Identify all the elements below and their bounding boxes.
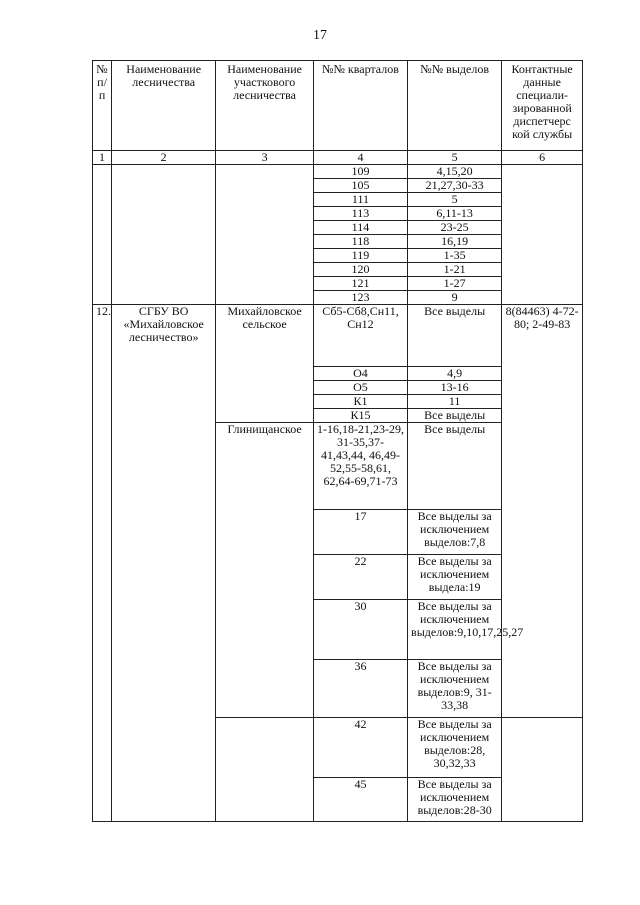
sections-cell: 16,19 bbox=[408, 235, 502, 249]
column-number: 5 bbox=[408, 151, 502, 165]
sections-cell: Все выделы за исключением выделов:28-30 bbox=[408, 778, 502, 822]
quarter-cell: 45 bbox=[313, 778, 407, 822]
empty-cell bbox=[502, 165, 583, 305]
quarter-cell: 118 bbox=[313, 235, 407, 249]
quarter-cell: Сб5-Сб8,Сн11, Сн12 bbox=[313, 305, 407, 367]
page-number: 17 bbox=[313, 28, 327, 43]
header-num: № п/п bbox=[93, 61, 112, 151]
sections-cell: 4,9 bbox=[408, 367, 502, 381]
header-contacts: Контактные данные специали-зированной диспетчерс кой службы bbox=[502, 61, 583, 151]
quarter-cell: О4 bbox=[313, 367, 407, 381]
header-sections: №№ выделов bbox=[408, 61, 502, 151]
table-row bbox=[93, 165, 583, 179]
column-number: 6 bbox=[502, 151, 583, 165]
entry-number: 12. bbox=[93, 305, 112, 822]
quarter-cell: 17 bbox=[313, 510, 407, 555]
forestry-table bbox=[92, 60, 583, 822]
quarter-cell: 1-16,18-21,23-29, 31-35,37-41,43,44, 46,49-52,55-58,61, 62,64-69,71-73 bbox=[313, 423, 407, 510]
sections-cell: Все выделы за исключением выделов:7,8 bbox=[408, 510, 502, 555]
empty-cell bbox=[112, 165, 216, 305]
quarter-cell: 36 bbox=[313, 660, 407, 718]
empty-cell bbox=[93, 165, 112, 305]
sections-cell: Все выделы bbox=[408, 409, 502, 423]
sections-cell: 13-16 bbox=[408, 381, 502, 395]
sections-cell: 21,27,30-33 bbox=[408, 179, 502, 193]
column-number: 2 bbox=[112, 151, 216, 165]
quarter-cell: О5 bbox=[313, 381, 407, 395]
sections-cell: Все выделы за исключением выделов:28, 30,32,33 bbox=[408, 718, 502, 778]
sections-cell: 5 bbox=[408, 193, 502, 207]
column-number: 1 bbox=[93, 151, 112, 165]
quarter-cell: 105 bbox=[313, 179, 407, 193]
quarter-cell: 113 bbox=[313, 207, 407, 221]
empty-cell bbox=[502, 718, 583, 822]
sections-cell: 9 bbox=[408, 291, 502, 305]
sections-cell: Все выделы за исключением выделов:9,10,17,25,27 bbox=[408, 600, 502, 660]
sections-cell: 1-27 bbox=[408, 277, 502, 291]
forestry-name: СГБУ ВО «Михайловское лесничество» bbox=[112, 305, 216, 822]
district-name: Михайловское сельское bbox=[216, 305, 314, 423]
quarter-cell: К15 bbox=[313, 409, 407, 423]
quarter-cell: 114 bbox=[313, 221, 407, 235]
quarter-cell: 42 bbox=[313, 718, 407, 778]
contacts-cell: 8(84463) 4-72-80; 2-49-83 bbox=[502, 305, 583, 718]
sections-cell: 1-35 bbox=[408, 249, 502, 263]
quarter-cell: 22 bbox=[313, 555, 407, 600]
table-row bbox=[93, 305, 583, 367]
quarter-cell: 111 bbox=[313, 193, 407, 207]
district-name: Глинищанское bbox=[216, 423, 314, 718]
sections-cell: Все выделы за исключением выделов:9, 31-33,38 bbox=[408, 660, 502, 718]
column-number: 3 bbox=[216, 151, 314, 165]
quarter-cell: 109 bbox=[313, 165, 407, 179]
header-district: Наименование участкового лесничества bbox=[216, 61, 314, 151]
sections-cell: 23-25 bbox=[408, 221, 502, 235]
sections-cell: 1-21 bbox=[408, 263, 502, 277]
header-quarters: №№ кварталов bbox=[313, 61, 407, 151]
sections-cell: Все выделы bbox=[408, 305, 502, 367]
quarter-cell: 123 bbox=[313, 291, 407, 305]
header-forestry: Наименование лесничества bbox=[112, 61, 216, 151]
sections-cell: 11 bbox=[408, 395, 502, 409]
quarter-cell: 119 bbox=[313, 249, 407, 263]
quarter-cell: 121 bbox=[313, 277, 407, 291]
sections-cell: Все выделы за исключением выдела:19 bbox=[408, 555, 502, 600]
sections-cell: 6,11-13 bbox=[408, 207, 502, 221]
sections-cell: 4,15,20 bbox=[408, 165, 502, 179]
empty-cell bbox=[216, 165, 314, 305]
quarter-cell: К1 bbox=[313, 395, 407, 409]
column-number-row bbox=[93, 151, 583, 165]
sections-cell: Все выделы bbox=[408, 423, 502, 510]
empty-cell bbox=[216, 718, 314, 822]
column-number: 4 bbox=[313, 151, 407, 165]
quarter-cell: 120 bbox=[313, 263, 407, 277]
header-row bbox=[93, 61, 583, 151]
quarter-cell: 30 bbox=[313, 600, 407, 660]
